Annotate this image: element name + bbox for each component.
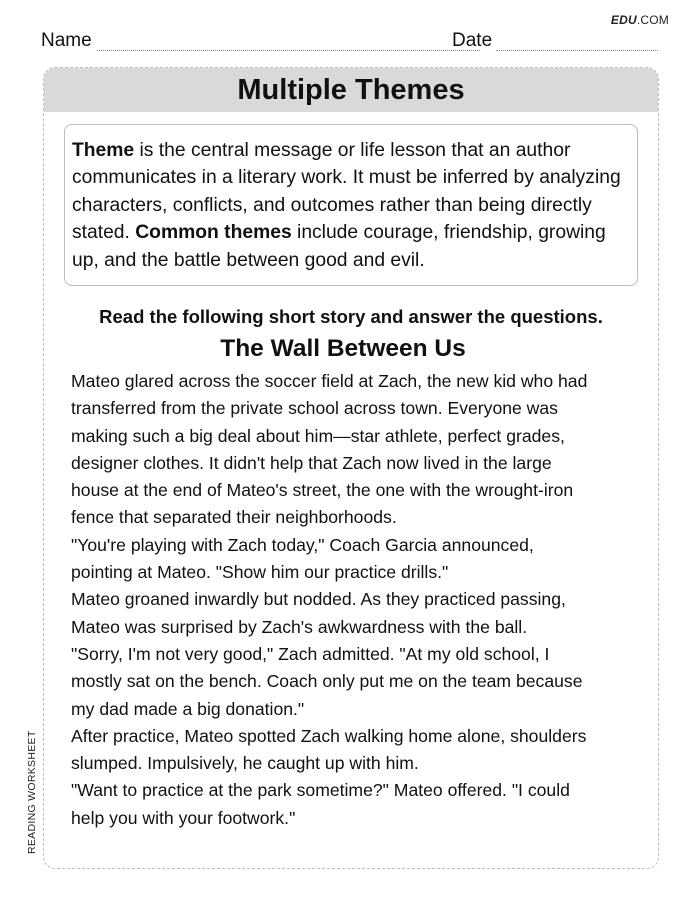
story-line: "Sorry, I'm not very good," Zach admitted. "At my old school, I [71, 643, 550, 664]
story-line: slumped. Impulsively, he caught up with him. [71, 753, 419, 774]
definition-box [64, 124, 638, 286]
definition-term: Theme [72, 140, 135, 161]
date-label: Date [452, 30, 493, 51]
story-text [71, 368, 651, 832]
instructions: Read the following short story and answer the questions. [99, 306, 603, 327]
brand-logo [611, 13, 669, 27]
story-line: Mateo was surprised by Zach's awkwardness with the ball. [71, 616, 528, 637]
name-line[interactable] [97, 50, 480, 51]
story-line: my dad made a big donation." [71, 698, 305, 719]
definition-text-1: is the central message or life lesson that an author communicates in a literary work. It must be inferred by analyzing characters, conflicts, and outcomes rather than being directly stated. [72, 140, 621, 244]
story-line: house at the end of Mateo's street, the one with the wrought-iron [71, 480, 574, 501]
side-label: READING WORKSHEET [26, 730, 38, 854]
story-line: "Want to practice at the park sometime?" Mateo offered. "I could [71, 780, 570, 801]
story-line: help you with your footwork." [71, 807, 296, 828]
date-line[interactable] [496, 50, 658, 51]
story-line: "You're playing with Zach today," Coach Garcia announced, [71, 534, 534, 555]
definition-text-2: include courage, friendship, growing up, and the battle between good and evil. [72, 222, 606, 271]
brand-edu: EDU [610, 13, 637, 27]
name-label: Name [41, 30, 92, 51]
story-line: After practice, Mateo spotted Zach walking home alone, shoulders [71, 725, 587, 746]
story-line: Mateo glared across the soccer field at Zach, the new kid who had [71, 371, 588, 391]
story-line: transferred from the private school across town. Everyone was [71, 398, 558, 419]
brand-com: .COM [636, 13, 669, 27]
story-line: pointing at Mateo. "Show him our practice drills." [71, 562, 449, 583]
story-line: mostly sat on the bench. Coach only put me on the team because [71, 671, 583, 692]
story-line: Mateo groaned inwardly but nodded. As they practiced passing, [71, 589, 566, 610]
name-date-row [41, 30, 658, 54]
definition-term-2: Common themes [135, 222, 292, 244]
story-line: making such a big deal about him—star athlete, perfect grades, [71, 425, 565, 446]
worksheet-card [43, 67, 659, 869]
page-title: Multiple Themes [44, 68, 658, 112]
story-title: The Wall Between Us [220, 335, 466, 362]
story-line: fence that separated their neighborhoods. [71, 507, 397, 528]
story-line: designer clothes. It didn't help that Zach now lived in the large [71, 452, 552, 473]
